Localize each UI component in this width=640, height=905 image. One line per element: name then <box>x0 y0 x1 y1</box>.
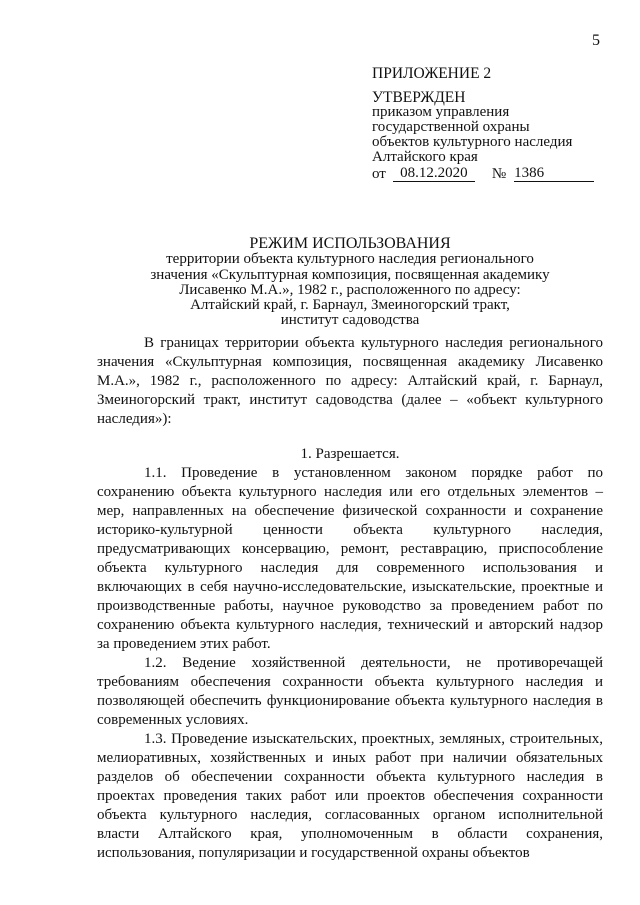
approval-line: приказом управления <box>372 104 510 120</box>
from-label: от <box>372 166 386 182</box>
order-details <box>372 166 622 182</box>
section-title: 1. Разрешается. <box>300 446 400 462</box>
item-paragraph: 1.1. Проведение в установленном законом порядке работ по сохранению объекта культурного наследия или его отдельных элементов – мер, направленных на обеспечение физической сохранности и сохранение историко-культурной ценности объекта культурного наследия, предусматривающих консервацию, ремонт, реставрацию, приспособление объекта культурного наследия для современного использования и включающих в себя научно-исследовательские, изыскательские, проектные и производственные работы, научное руководство за проведением работ по сохранению объекта культурного наследия, технический и авторский надзор за проведением этих работ. <box>97 465 603 652</box>
appendix-title: ПРИЛОЖЕНИЕ 2 <box>372 65 492 82</box>
heading-line: Лисавенко М.А.», 1982 г., расположенного по адресу: <box>179 281 521 298</box>
approval-line: государственной охраны <box>372 119 530 135</box>
intro-paragraph: В границах территории объекта культурного наследия регионального значения «Скульптурная композиция, посвященная академику Лисавенко М.А.», 1982 г., расположенного по адресу: Алтайский край, г. Барнаул, Змеиногорский тракт, институт садоводства (далее – «объект культурного наследия»): <box>97 335 603 427</box>
item-paragraph: 1.3. Проведение изыскательских, проектных, земляных, строительных, мелиоративных, хозяйственных и иных работ при наличии обязательных разделов об обеспечении сохранности объекта культурного наследия в проектах проведения таких работ или проектов обеспечения сохранности объекта культурного наследия, согласованных органом исполнительной власти Алтайского края, уполномоченным в области сохранения, использования, популяризации и государственной охраны объектов <box>97 731 603 861</box>
approval-line: объектов культурного наследия <box>372 134 573 150</box>
heading-line: значения «Скульптурная композиция, посвященная академику <box>150 266 550 283</box>
heading-line: институт садоводства <box>280 312 420 329</box>
approved-label: УТВЕРЖДЕН <box>372 89 466 106</box>
approval-block <box>372 66 622 182</box>
heading-line: Алтайский край, г. Барнаул, Змеиногорский тракт, <box>190 297 510 314</box>
document-body <box>97 334 603 863</box>
heading-title: РЕЖИМ ИСПОЛЬЗОВАНИЯ <box>249 235 451 252</box>
approval-line: Алтайского края <box>372 149 478 165</box>
page-number: 5 <box>592 32 600 49</box>
heading-line: территории объекта культурного наследия регионального <box>166 251 534 268</box>
item-paragraph: 1.2. Ведение хозяйственной деятельности, не противоречащей требованиям обеспечения сохранности объекта культурного наследия и позволяющей обеспечить функционирование объекта культурного наследия в современных условиях. <box>97 655 603 728</box>
number-label: № <box>491 166 507 182</box>
order-number: 1386 <box>514 166 594 182</box>
document-heading <box>80 236 620 329</box>
order-date: 08.12.2020 <box>393 166 475 182</box>
